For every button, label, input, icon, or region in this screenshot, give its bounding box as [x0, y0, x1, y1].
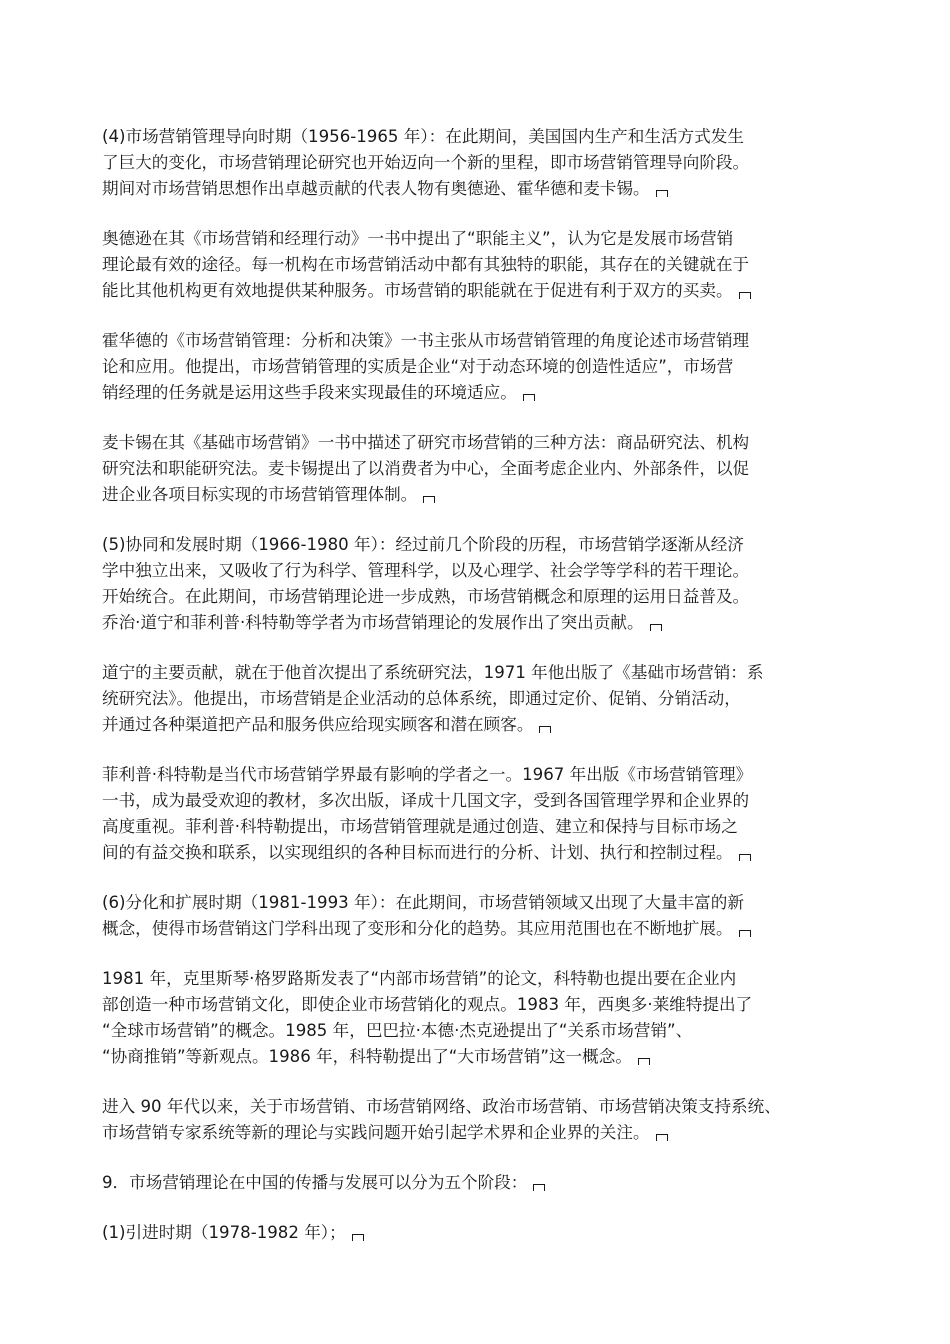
paragraph-line: 间的有益交换和联系，以实现组织的各种目标而进行的分析、计划、执行和控制过程。: [102, 840, 880, 866]
paragraph: [102, 430, 880, 508]
paragraph-line: 理论最有效的途径。每一机构在市场营销活动中都有其独特的职能，其存在的关键就在于: [102, 255, 750, 274]
paragraph: [102, 966, 880, 1070]
paragraph-end-mark-icon: [656, 1134, 668, 1141]
paragraph-end-mark-icon: [638, 1058, 650, 1065]
paragraph-line: 霍华德的《市场营销管理：分析和决策》一书主张从市场营销管理的角度论述市场营销理: [102, 331, 750, 350]
paragraph-line: (5)协同和发展时期（1966-1980 年）：经过前几个阶段的历程，市场营销学逐渐从经济: [102, 535, 744, 554]
paragraph: [102, 328, 880, 406]
paragraph-end-mark-icon: [650, 624, 662, 631]
paragraph-line: 并通过各种渠道把产品和服务供应给现实顾客和潜在顾客。: [102, 712, 880, 738]
paragraph-end-mark-icon: [739, 292, 751, 299]
paragraph-line: 乔治·道宁和菲利普·科特勒等学者为市场营销理论的发展作出了突出贡献。: [102, 610, 880, 636]
paragraph-line: 销经理的任务就是运用这些手段来实现最佳的环境适应。: [102, 380, 880, 406]
paragraph: [102, 1220, 880, 1246]
paragraph-line: “协商推销”等新观点。1986 年，科特勒提出了“大市场营销”这一概念。: [102, 1044, 880, 1070]
paragraph-end-mark-icon: [352, 1234, 364, 1241]
paragraph-line: “全球市场营销”的概念。1985 年，巴巴拉·本德·杰克逊提出了“关系市场营销”、: [102, 1021, 693, 1040]
paragraph-line: (1)引进时期（1978-1982 年）；: [102, 1220, 880, 1246]
paragraph-line: 进入 90 年代以来，关于市场营销、市场营销网络、政治市场营销、市场营销决策支持系统、: [102, 1097, 781, 1116]
paragraph-line: 1981 年，克里斯琴·格罗路斯发表了“内部市场营销”的论文，科特勒也提出要在企业内: [102, 969, 737, 988]
paragraph-end-mark-icon: [523, 394, 535, 401]
paragraph-end-mark-icon: [739, 930, 751, 937]
paragraph-line: 高度重视。菲利普·科特勒提出，市场营销管理就是通过创造、建立和保持与目标市场之: [102, 817, 738, 836]
paragraph: [102, 226, 880, 304]
paragraph-line: 一书，成为最受欢迎的教材，多次出版，译成十几国文字，受到各国管理学界和企业界的: [102, 791, 750, 810]
paragraph-line: 统研究法》。他提出，市场营销是企业活动的总体系统，即通过定价、促销、分销活动，: [102, 689, 741, 708]
paragraph-line: 研究法和职能研究法。麦卡锡提出了以消费者为中心，全面考虑企业内、外部条件，以促: [102, 459, 750, 478]
paragraph-line: (6)分化和扩展时期（1981-1993 年）：在此期间，市场营销领域又出现了大量丰富的新: [102, 893, 744, 912]
paragraph-end-mark-icon: [739, 854, 751, 861]
paragraph: [102, 660, 880, 738]
document-body: [102, 124, 880, 1246]
paragraph-line: 菲利普·科特勒是当代市场营销学界最有影响的学者之一。1967 年出版《市场营销管理》: [102, 765, 753, 784]
paragraph-line: 概念，使得市场营销这门学科出现了变形和分化的趋势。其应用范围也在不断地扩展。: [102, 916, 880, 942]
paragraph-end-mark-icon: [656, 190, 668, 197]
paragraph-end-mark-icon: [423, 496, 435, 503]
paragraph-line: 市场营销专家系统等新的理论与实践问题开始引起学术界和企业界的关注。: [102, 1120, 880, 1146]
paragraph-line: 奥德逊在其《市场营销和经理行动》一书中提出了“职能主义”，认为它是发展市场营销: [102, 229, 734, 248]
paragraph-end-mark-icon: [539, 726, 551, 733]
paragraph-end-mark-icon: [533, 1184, 545, 1191]
paragraph-line: 开始统合。在此期间，市场营销理论进一步成熟，市场营销概念和原理的运用日益普及。: [102, 587, 750, 606]
paragraph: [102, 532, 880, 636]
paragraph: [102, 762, 880, 866]
paragraph: [102, 1170, 880, 1196]
paragraph: [102, 890, 880, 942]
paragraph: [102, 124, 880, 202]
paragraph-line: 论和应用。他提出，市场营销管理的实质是企业“对于动态环境的创造性适应”，市场营: [102, 357, 734, 376]
paragraph-line: 道宁的主要贡献，就在于他首次提出了系统研究法，1971 年他出版了《基础市场营销：系: [102, 663, 764, 682]
paragraph-line: 进企业各项目标实现的市场营销管理体制。: [102, 482, 880, 508]
paragraph-line: 能比其他机构更有效地提供某种服务。市场营销的职能就在于促进有利于双方的买卖。: [102, 278, 880, 304]
paragraph-line: 部创造一种市场营销文化，即使企业市场营销化的观点。1983 年，西奥多·莱维特提出了: [102, 995, 753, 1014]
paragraph-line: 9．市场营销理论在中国的传播与发展可以分为五个阶段：: [102, 1170, 880, 1196]
paragraph-line: 学中独立出来，又吸收了行为科学、管理科学，以及心理学、社会学等学科的若干理论。: [102, 561, 750, 580]
paragraph-line: 了巨大的变化，市场营销理论研究也开始迈向一个新的里程，即市场营销管理导向阶段。: [102, 153, 750, 172]
paragraph: [102, 1094, 880, 1146]
paragraph-line: 期间对市场营销思想作出卓越贡献的代表人物有奥德逊、霍华德和麦卡锡。: [102, 176, 880, 202]
paragraph-line: 麦卡锡在其《基础市场营销》一书中描述了研究市场营销的三种方法：商品研究法、机构: [102, 433, 750, 452]
paragraph-line: (4)市场营销管理导向时期（1956-1965 年）：在此期间，美国国内生产和生活方式发生: [102, 127, 744, 146]
